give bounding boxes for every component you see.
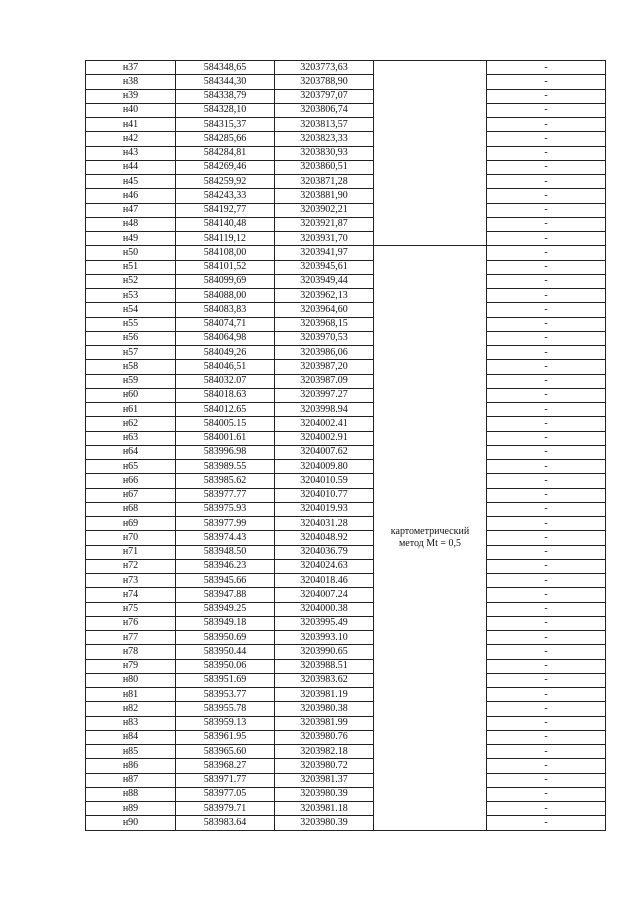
coord-y-cell: 3203987.09	[275, 374, 374, 388]
table-row	[86, 374, 606, 388]
table-row	[86, 702, 606, 716]
note-cell: -	[487, 303, 606, 317]
coord-y-cell: 3203988.51	[275, 659, 374, 673]
point-name-cell: н77	[86, 631, 176, 645]
method-label-line1: картометрический	[390, 525, 470, 537]
coord-x-cell: 584032.07	[176, 374, 275, 388]
note-cell: -	[487, 460, 606, 474]
coord-y-cell: 3203990.65	[275, 645, 374, 659]
coord-x-cell: 583961.95	[176, 730, 275, 744]
note-cell: -	[487, 631, 606, 645]
point-name-cell: н88	[86, 787, 176, 801]
coord-y-cell: 3204019.93	[275, 502, 374, 516]
table-row	[86, 431, 606, 445]
coord-x-cell: 583955.78	[176, 702, 275, 716]
coord-x-cell: 584083,83	[176, 303, 275, 317]
point-name-cell: н54	[86, 303, 176, 317]
coord-x-cell: 584049,26	[176, 346, 275, 360]
table-row	[86, 517, 606, 531]
coord-x-cell: 584018.63	[176, 388, 275, 402]
coord-y-cell: 3203797,07	[275, 89, 374, 103]
coord-x-cell: 583949.18	[176, 616, 275, 630]
coord-y-cell: 3203964,60	[275, 303, 374, 317]
note-cell: -	[487, 189, 606, 203]
coord-y-cell: 3204031.28	[275, 517, 374, 531]
table-row	[86, 360, 606, 374]
point-name-cell: н79	[86, 659, 176, 673]
point-name-cell: н64	[86, 445, 176, 459]
coord-y-cell: 3203949,44	[275, 274, 374, 288]
note-cell: -	[487, 659, 606, 673]
table-row	[86, 787, 606, 801]
note-cell: -	[487, 716, 606, 730]
note-cell: -	[487, 246, 606, 260]
table-row	[86, 417, 606, 431]
table-row	[86, 730, 606, 744]
table-row	[86, 175, 606, 189]
point-name-cell: н69	[86, 517, 176, 531]
note-cell: -	[487, 645, 606, 659]
note-cell: -	[487, 175, 606, 189]
point-name-cell: н72	[86, 559, 176, 573]
method-cell	[374, 246, 487, 830]
note-cell: -	[487, 517, 606, 531]
note-cell: -	[487, 203, 606, 217]
table-row	[86, 588, 606, 602]
table-row	[86, 160, 606, 174]
point-name-cell: н90	[86, 816, 176, 830]
table-row	[86, 118, 606, 132]
table-row	[86, 673, 606, 687]
point-name-cell: н81	[86, 688, 176, 702]
coord-y-cell: 3203997.27	[275, 388, 374, 402]
coord-x-cell: 584243,33	[176, 189, 275, 203]
point-name-cell: н80	[86, 673, 176, 687]
point-name-cell: н85	[86, 745, 176, 759]
point-name-cell: н51	[86, 260, 176, 274]
coord-x-cell: 584140,48	[176, 217, 275, 231]
coord-y-cell: 3203941,97	[275, 246, 374, 260]
table-row	[86, 132, 606, 146]
table-row	[86, 574, 606, 588]
point-name-cell: н41	[86, 118, 176, 132]
note-cell: -	[487, 61, 606, 75]
point-name-cell: н82	[86, 702, 176, 716]
table-row	[86, 773, 606, 787]
note-cell: -	[487, 802, 606, 816]
note-cell: -	[487, 160, 606, 174]
table-row	[86, 217, 606, 231]
point-name-cell: н40	[86, 103, 176, 117]
table-row	[86, 616, 606, 630]
point-name-cell: н57	[86, 346, 176, 360]
table-row	[86, 317, 606, 331]
coord-x-cell: 583977.05	[176, 787, 275, 801]
point-name-cell: н48	[86, 217, 176, 231]
note-cell: -	[487, 488, 606, 502]
coord-x-cell: 584108,00	[176, 246, 275, 260]
coord-y-cell: 3203830,93	[275, 146, 374, 160]
coord-y-cell: 3203773,63	[275, 61, 374, 75]
note-cell: -	[487, 474, 606, 488]
table-row	[86, 189, 606, 203]
note-cell: -	[487, 745, 606, 759]
coord-x-cell: 584338,79	[176, 89, 275, 103]
method-label-line2: метод Mt = 0,5	[398, 537, 462, 549]
note-cell: -	[487, 702, 606, 716]
table-row	[86, 545, 606, 559]
note-cell: -	[487, 89, 606, 103]
table-row	[86, 759, 606, 773]
point-name-cell: н83	[86, 716, 176, 730]
note-cell: -	[487, 217, 606, 231]
point-name-cell: н46	[86, 189, 176, 203]
coord-y-cell: 3203968,15	[275, 317, 374, 331]
point-name-cell: н53	[86, 289, 176, 303]
point-name-cell: н37	[86, 61, 176, 75]
table-row	[86, 246, 606, 260]
table-row	[86, 745, 606, 759]
coord-x-cell: 583971.77	[176, 773, 275, 787]
note-cell: -	[487, 431, 606, 445]
point-name-cell: н71	[86, 545, 176, 559]
coord-y-cell: 3204036.79	[275, 545, 374, 559]
coord-y-cell: 3203993.10	[275, 631, 374, 645]
point-name-cell: н73	[86, 574, 176, 588]
note-cell: -	[487, 531, 606, 545]
coordinates-table-body	[86, 61, 606, 831]
coord-y-cell: 3203881,90	[275, 189, 374, 203]
coord-y-cell: 3203970,53	[275, 331, 374, 345]
note-cell: -	[487, 502, 606, 516]
coord-y-cell: 3203860,51	[275, 160, 374, 174]
coord-y-cell: 3203813,57	[275, 118, 374, 132]
coord-x-cell: 583947.88	[176, 588, 275, 602]
coord-x-cell: 583996.98	[176, 445, 275, 459]
point-name-cell: н63	[86, 431, 176, 445]
coord-x-cell: 584099,69	[176, 274, 275, 288]
coord-x-cell: 584012.65	[176, 403, 275, 417]
note-cell: -	[487, 146, 606, 160]
coord-y-cell: 3203982.18	[275, 745, 374, 759]
note-cell: -	[487, 260, 606, 274]
table-row	[86, 802, 606, 816]
note-cell: -	[487, 602, 606, 616]
table-row	[86, 303, 606, 317]
coord-x-cell: 583950.69	[176, 631, 275, 645]
coord-y-cell: 3203962,13	[275, 289, 374, 303]
table-row	[86, 203, 606, 217]
coord-y-cell: 3203981.18	[275, 802, 374, 816]
coord-y-cell: 3204010.77	[275, 488, 374, 502]
coord-y-cell: 3203980.76	[275, 730, 374, 744]
note-cell: -	[487, 317, 606, 331]
point-name-cell: н42	[86, 132, 176, 146]
coord-y-cell: 3204024.63	[275, 559, 374, 573]
note-cell: -	[487, 289, 606, 303]
table-row	[86, 445, 606, 459]
point-name-cell: н50	[86, 246, 176, 260]
table-row	[86, 403, 606, 417]
point-name-cell: н59	[86, 374, 176, 388]
coordinates-table	[85, 60, 606, 831]
note-cell: -	[487, 574, 606, 588]
coord-y-cell: 3203871,28	[275, 175, 374, 189]
coord-y-cell: 3204002.41	[275, 417, 374, 431]
note-cell: -	[487, 103, 606, 117]
note-cell: -	[487, 331, 606, 345]
table-row	[86, 103, 606, 117]
note-cell: -	[487, 673, 606, 687]
coord-x-cell: 583950.06	[176, 659, 275, 673]
table-row	[86, 645, 606, 659]
point-name-cell: н49	[86, 232, 176, 246]
coord-y-cell: 3204010.59	[275, 474, 374, 488]
table-row	[86, 488, 606, 502]
point-name-cell: н74	[86, 588, 176, 602]
note-cell: -	[487, 545, 606, 559]
table-row	[86, 75, 606, 89]
table-row	[86, 716, 606, 730]
table-row	[86, 816, 606, 830]
coord-x-cell: 583951.69	[176, 673, 275, 687]
point-name-cell: н70	[86, 531, 176, 545]
table-row	[86, 460, 606, 474]
coord-x-cell: 584285,66	[176, 132, 275, 146]
point-name-cell: н45	[86, 175, 176, 189]
coord-x-cell: 584328,10	[176, 103, 275, 117]
note-cell: -	[487, 274, 606, 288]
point-name-cell: н58	[86, 360, 176, 374]
point-name-cell: н43	[86, 146, 176, 160]
point-name-cell: н67	[86, 488, 176, 502]
coord-y-cell: 3203931,70	[275, 232, 374, 246]
point-name-cell: н65	[86, 460, 176, 474]
note-cell: -	[487, 730, 606, 744]
point-name-cell: н47	[86, 203, 176, 217]
coord-x-cell: 583959.13	[176, 716, 275, 730]
coord-y-cell: 3203986,06	[275, 346, 374, 360]
coord-x-cell: 584074,71	[176, 317, 275, 331]
coord-y-cell: 3203981.19	[275, 688, 374, 702]
table-row	[86, 331, 606, 345]
table-row	[86, 274, 606, 288]
note-cell: -	[487, 374, 606, 388]
coord-x-cell: 584001.61	[176, 431, 275, 445]
coord-x-cell: 584344,30	[176, 75, 275, 89]
coord-y-cell: 3203983.62	[275, 673, 374, 687]
coord-y-cell: 3203981.99	[275, 716, 374, 730]
coord-y-cell: 3203980.39	[275, 816, 374, 830]
coord-x-cell: 583975.93	[176, 502, 275, 516]
point-name-cell: н38	[86, 75, 176, 89]
coord-y-cell: 3203980.39	[275, 787, 374, 801]
note-cell: -	[487, 773, 606, 787]
point-name-cell: н61	[86, 403, 176, 417]
table-row	[86, 89, 606, 103]
coord-x-cell: 584046,51	[176, 360, 275, 374]
note-cell: -	[487, 232, 606, 246]
coord-x-cell: 584088,00	[176, 289, 275, 303]
method-cell-empty	[374, 61, 487, 246]
coord-y-cell: 3204000.38	[275, 602, 374, 616]
coord-y-cell: 3203945,61	[275, 260, 374, 274]
table-row	[86, 61, 606, 75]
coord-y-cell: 3204048.92	[275, 531, 374, 545]
point-name-cell: н62	[86, 417, 176, 431]
coord-x-cell: 583968.27	[176, 759, 275, 773]
table-row	[86, 146, 606, 160]
coord-x-cell: 584192,77	[176, 203, 275, 217]
table-row	[86, 602, 606, 616]
coord-x-cell: 583953.77	[176, 688, 275, 702]
table-row	[86, 631, 606, 645]
point-name-cell: н89	[86, 802, 176, 816]
table-row	[86, 289, 606, 303]
note-cell: -	[487, 816, 606, 830]
coord-x-cell: 584101,52	[176, 260, 275, 274]
point-name-cell: н56	[86, 331, 176, 345]
coord-x-cell: 584284,81	[176, 146, 275, 160]
coord-x-cell: 583950.44	[176, 645, 275, 659]
point-name-cell: н78	[86, 645, 176, 659]
note-cell: -	[487, 759, 606, 773]
table-row	[86, 688, 606, 702]
coord-x-cell: 583989.55	[176, 460, 275, 474]
point-name-cell: н86	[86, 759, 176, 773]
point-name-cell: н55	[86, 317, 176, 331]
note-cell: -	[487, 559, 606, 573]
point-name-cell: н44	[86, 160, 176, 174]
coord-y-cell: 3204007.24	[275, 588, 374, 602]
point-name-cell: н75	[86, 602, 176, 616]
point-name-cell: н76	[86, 616, 176, 630]
coord-x-cell: 583949.25	[176, 602, 275, 616]
table-row	[86, 388, 606, 402]
note-cell: -	[487, 132, 606, 146]
coord-y-cell: 3204009.80	[275, 460, 374, 474]
coord-y-cell: 3203980.38	[275, 702, 374, 716]
note-cell: -	[487, 616, 606, 630]
coord-x-cell: 584119,12	[176, 232, 275, 246]
table-row	[86, 260, 606, 274]
coord-y-cell: 3204007.62	[275, 445, 374, 459]
note-cell: -	[487, 417, 606, 431]
coord-x-cell: 583974.43	[176, 531, 275, 545]
note-cell: -	[487, 346, 606, 360]
coord-x-cell: 583965.60	[176, 745, 275, 759]
table-row	[86, 346, 606, 360]
table-row	[86, 531, 606, 545]
note-cell: -	[487, 75, 606, 89]
point-name-cell: н87	[86, 773, 176, 787]
coord-y-cell: 3203902,21	[275, 203, 374, 217]
coord-x-cell: 583979.71	[176, 802, 275, 816]
coord-x-cell: 583948.50	[176, 545, 275, 559]
coord-y-cell: 3203981.37	[275, 773, 374, 787]
coord-x-cell: 584064,98	[176, 331, 275, 345]
coord-x-cell: 583977.99	[176, 517, 275, 531]
coord-y-cell: 3203995.49	[275, 616, 374, 630]
point-name-cell: н39	[86, 89, 176, 103]
note-cell: -	[487, 403, 606, 417]
note-cell: -	[487, 388, 606, 402]
table-row	[86, 474, 606, 488]
note-cell: -	[487, 445, 606, 459]
table-row	[86, 659, 606, 673]
table-row	[86, 232, 606, 246]
coord-y-cell: 3203823,33	[275, 132, 374, 146]
coord-y-cell: 3203806,74	[275, 103, 374, 117]
coord-x-cell: 584269,46	[176, 160, 275, 174]
coord-x-cell: 583985.62	[176, 474, 275, 488]
coord-x-cell: 584005.15	[176, 417, 275, 431]
coord-x-cell: 583946.23	[176, 559, 275, 573]
table-row	[86, 559, 606, 573]
coord-y-cell: 3203980.72	[275, 759, 374, 773]
coord-x-cell: 584348,65	[176, 61, 275, 75]
coord-x-cell: 583945.66	[176, 574, 275, 588]
point-name-cell: н68	[86, 502, 176, 516]
note-cell: -	[487, 787, 606, 801]
coord-y-cell: 3203998.94	[275, 403, 374, 417]
point-name-cell: н66	[86, 474, 176, 488]
coord-y-cell: 3203987,20	[275, 360, 374, 374]
coord-x-cell: 583977.77	[176, 488, 275, 502]
coord-y-cell: 3204002.91	[275, 431, 374, 445]
note-cell: -	[487, 118, 606, 132]
coord-x-cell: 584259,92	[176, 175, 275, 189]
coord-x-cell: 583983.64	[176, 816, 275, 830]
table-row	[86, 502, 606, 516]
point-name-cell: н60	[86, 388, 176, 402]
note-cell: -	[487, 588, 606, 602]
coord-y-cell: 3203788,90	[275, 75, 374, 89]
note-cell: -	[487, 360, 606, 374]
coord-y-cell: 3204018.46	[275, 574, 374, 588]
note-cell: -	[487, 688, 606, 702]
point-name-cell: н84	[86, 730, 176, 744]
point-name-cell: н52	[86, 274, 176, 288]
coord-y-cell: 3203921,87	[275, 217, 374, 231]
coord-x-cell: 584315,37	[176, 118, 275, 132]
